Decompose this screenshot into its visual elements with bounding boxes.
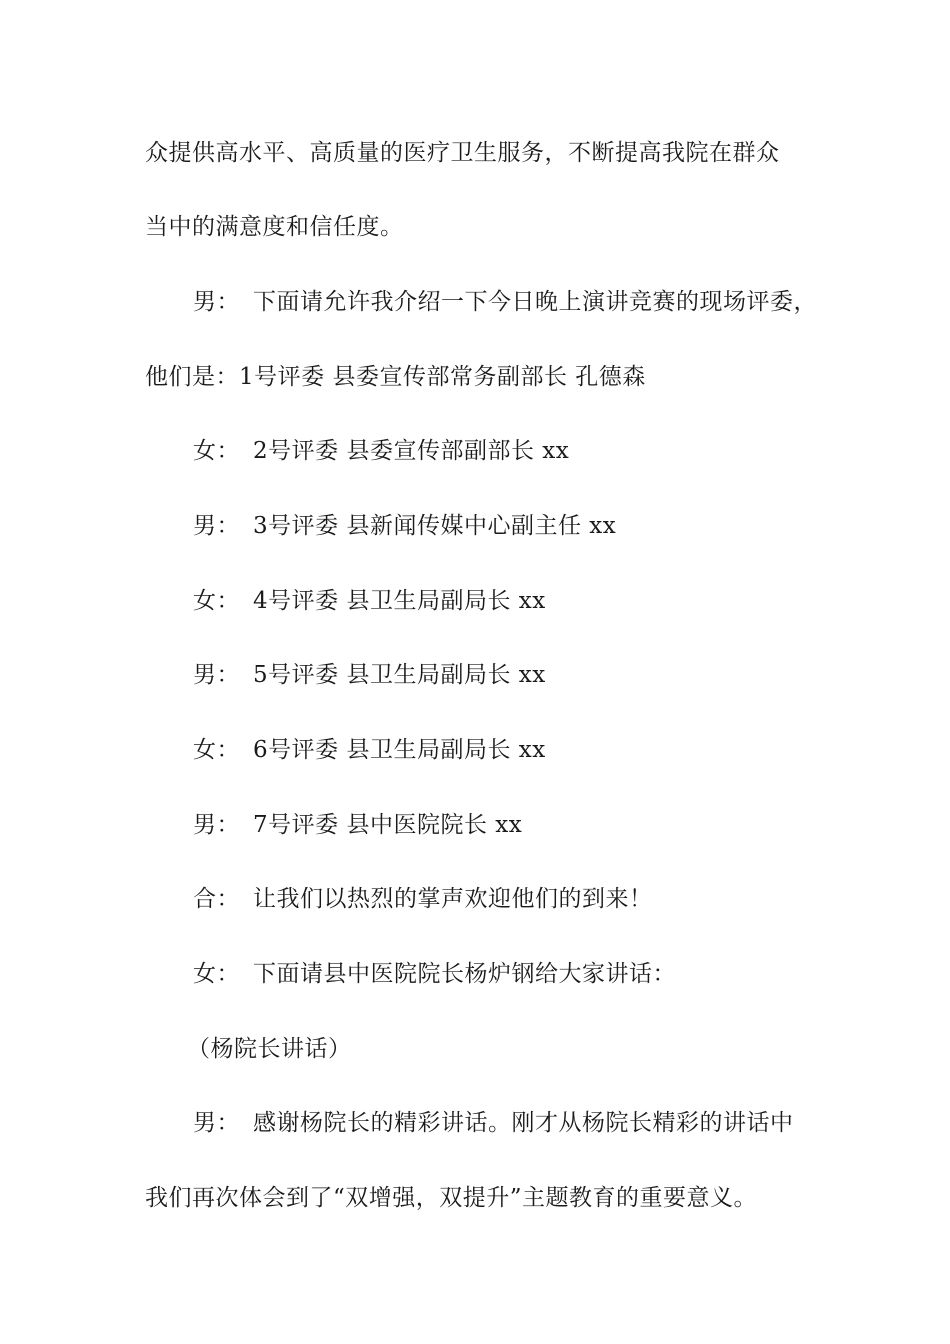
dialogue-line [193,511,616,541]
line-text: （杨院长讲话） [187,1036,352,1062]
line-text: 4号评委 县卫生局副局长 xx [253,588,546,614]
dialogue-line [193,1108,794,1138]
line-text: 下面请允许我介绍一下今日晚上演讲竞赛的现场评委， [253,289,817,315]
speaker-label-female: 女： [193,961,240,987]
line-text: 他们是：1号评委 县委宣传部常务副部长 孔德森 [145,364,646,390]
dialogue-line [193,884,653,914]
speaker-label-female: 女： [193,588,240,614]
speaker-label-male: 男： [193,289,240,315]
line-text: 3号评委 县新闻传媒中心副主任 xx [253,513,617,539]
line-text: 我们再次体会到了“双增强，双提升”主题教育的重要意义。 [145,1185,758,1211]
dialogue-line [193,660,546,690]
line-text: 感谢杨院长的精彩讲话。刚才从杨院长精彩的讲话中 [253,1110,794,1136]
line-text: 2号评委 县委宣传部副部长 xx [253,438,570,464]
line-text: 7号评委 县中医院院长 xx [253,812,523,838]
line-text: 下面请县中医院院长杨炉钢给大家讲话： [253,961,676,987]
speaker-label-together: 合： [193,886,240,912]
line-text: 当中的满意度和信任度。 [145,214,404,240]
speaker-label-male: 男： [193,513,240,539]
paragraph-line [145,1183,757,1213]
speaker-label-female: 女： [193,737,240,763]
speaker-label-male: 男： [193,812,240,838]
speaker-label-male: 男： [193,662,240,688]
paragraph-line [145,138,780,168]
paragraph-line [145,362,646,392]
dialogue-line [193,810,522,840]
speaker-label-male: 男： [193,1110,240,1136]
stage-direction [187,1034,352,1064]
line-text: 让我们以热烈的掌声欢迎他们的到来！ [253,886,653,912]
dialogue-line [193,735,546,765]
dialogue-line [193,959,676,989]
speaker-label-female: 女： [193,438,240,464]
line-text: 5号评委 县卫生局副局长 xx [253,662,546,688]
paragraph-line [145,212,404,242]
dialogue-line [193,586,546,616]
dialogue-line [193,436,569,466]
dialogue-line [193,287,817,317]
line-text: 众提供高水平、高质量的医疗卫生服务，不断提高我院在群众 [145,140,780,166]
line-text: 6号评委 县卫生局副局长 xx [253,737,546,763]
